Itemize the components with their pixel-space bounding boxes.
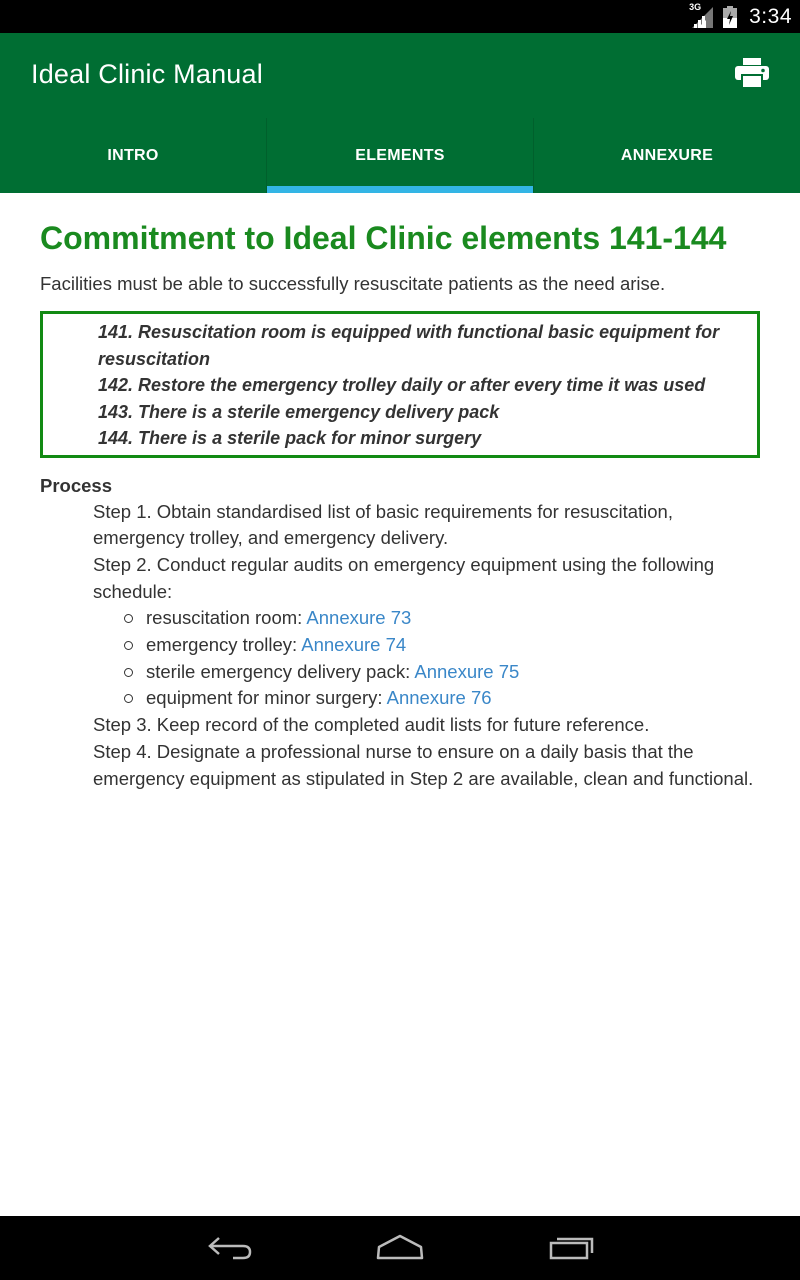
intro-text: Facilities must be able to successfully resuscitate patients as the need arise. — [40, 273, 666, 294]
step-1: Step 1. Obtain standardised list of basic requirements for resuscitation, emergency trolley, and emergency delivery. — [93, 500, 673, 549]
annexure-75-link[interactable]: Annexure 75 — [414, 660, 520, 682]
status-bar — [0, 0, 800, 33]
network-type-label: 3G — [689, 2, 702, 12]
element-item: 144. There is a sterile pack for minor surgery — [98, 428, 482, 448]
elements-box — [40, 311, 760, 458]
home-icon — [375, 1233, 425, 1266]
audit-item — [124, 605, 760, 632]
circle-bullet-icon — [124, 694, 133, 703]
tab-annexure[interactable] — [533, 118, 800, 193]
app-title: Ideal Clinic Manual — [31, 59, 263, 89]
back-button[interactable] — [195, 1230, 265, 1268]
audit-item — [124, 632, 760, 659]
tab-intro[interactable] — [0, 118, 266, 193]
circle-bullet-icon — [124, 641, 133, 650]
annexure-74-link[interactable]: Annexure 74 — [301, 634, 407, 656]
process-label: Process — [40, 474, 112, 496]
element-item: 142. Restore the emergency trolley daily or after every time it was used — [98, 375, 706, 395]
audit-item-text: resuscitation room: — [146, 607, 307, 629]
audit-item — [124, 659, 760, 686]
audit-item-text: sterile emergency delivery pack: — [146, 660, 415, 682]
print-icon — [735, 58, 769, 93]
recents-icon — [548, 1234, 594, 1265]
content-area[interactable] — [40, 193, 760, 792]
navigation-bar — [0, 1216, 800, 1280]
back-icon — [207, 1234, 253, 1265]
process-steps — [93, 499, 760, 793]
step-4: Step 4. Designate a professional nurse to ensure on a daily basis that the emergency equipment as stipulated in Step 2 are available, clean and functional. — [93, 740, 754, 789]
signal-icon — [689, 2, 715, 29]
page-heading: Commitment to Ideal Clinic elements 141-144 — [40, 220, 727, 256]
tab-elements[interactable] — [266, 118, 533, 193]
battery-icon — [723, 6, 737, 28]
tab-label: ANNEXURE — [620, 146, 714, 164]
status-clock: 3:34 — [749, 5, 792, 28]
audit-schedule-list — [93, 605, 760, 712]
home-button[interactable] — [365, 1230, 435, 1268]
audit-item — [124, 685, 760, 712]
tab-label: INTRO — [107, 146, 159, 164]
audit-item-text: equipment for minor surgery: — [146, 687, 387, 709]
element-item: 141. Resuscitation room is equipped with functional basic equipment for resuscitation — [98, 322, 720, 369]
print-button[interactable] — [728, 55, 776, 95]
annexure-76-link[interactable]: Annexure 76 — [386, 687, 492, 709]
recents-button[interactable] — [536, 1230, 606, 1268]
tab-label: ELEMENTS — [355, 146, 445, 164]
status-icons — [689, 4, 792, 30]
circle-bullet-icon — [124, 614, 133, 623]
element-item: 143. There is a sterile emergency delivery pack — [98, 401, 500, 422]
tab-bar — [0, 118, 800, 193]
app-bar — [0, 33, 800, 118]
step-2: Step 2. Conduct regular audits on emergency equipment using the following schedule: — [93, 553, 715, 602]
step-3: Step 3. Keep record of the completed audit lists for future reference. — [93, 714, 650, 736]
circle-bullet-icon — [124, 668, 133, 677]
annexure-73-link[interactable]: Annexure 73 — [306, 607, 412, 629]
audit-item-text: emergency trolley: — [146, 634, 302, 656]
